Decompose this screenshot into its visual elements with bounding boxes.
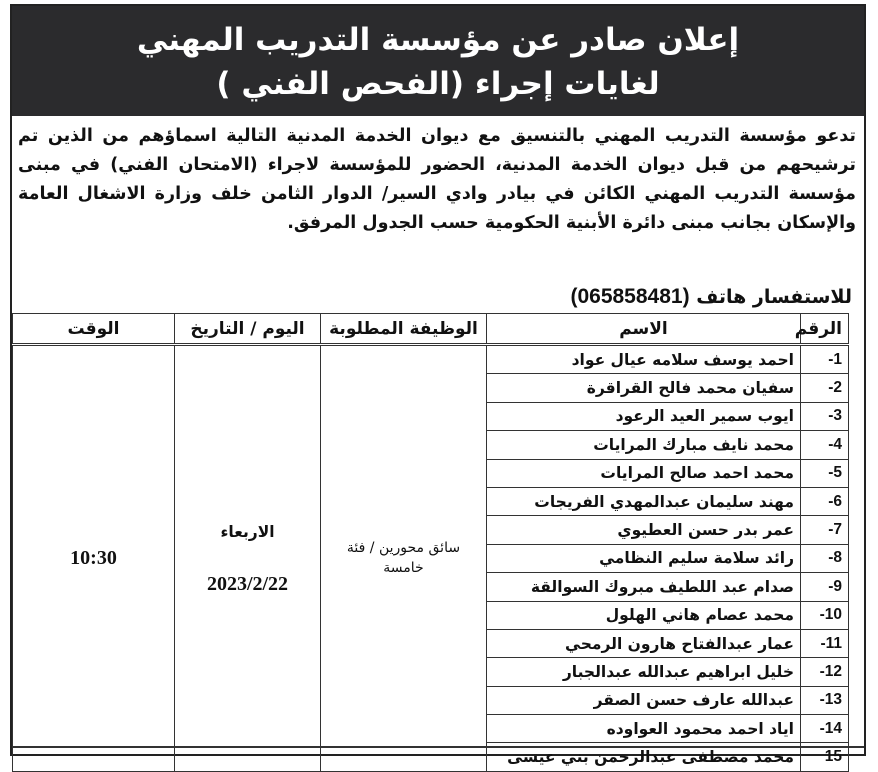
header-time: الوقت [13, 314, 175, 345]
candidate-name: ايوب سمير العيد الرعود [487, 402, 801, 430]
banner-title-line-2: لغايات إجراء (الفحص الفني ) [216, 66, 660, 102]
contact-label: للاستفسار هاتف [696, 286, 852, 308]
candidate-name: عمار عبدالفتاح هارون الرمحي [487, 629, 801, 657]
exam-day-date [175, 345, 321, 772]
candidate-name: عمر بدر حسن العطيوي [487, 516, 801, 544]
required-job: سائق محورين / فئة خامسة [321, 345, 487, 772]
candidate-name: محمد مصطفى عبدالرحمن بني عيسى [487, 743, 801, 771]
exam-date: 2023/2/22 [206, 573, 289, 596]
table-header-row [13, 314, 849, 345]
candidate-name: عبدالله عارف حسن الصقر [487, 686, 801, 714]
candidate-name: محمد احمد صالح المرايات [487, 459, 801, 487]
row-number: 10- [801, 601, 849, 629]
row-number: 4- [801, 431, 849, 459]
row-number: 11- [801, 629, 849, 657]
table-row [13, 345, 849, 374]
banner-title-line-1: إعلان صادر عن مؤسسة التدريب المهني [136, 22, 740, 58]
candidate-name: صدام عبد اللطيف مبروك السوالقة [487, 573, 801, 601]
row-number: 2- [801, 374, 849, 402]
contact-line [570, 285, 852, 309]
table-body [13, 345, 849, 772]
row-number: 3- [801, 402, 849, 430]
header-date: اليوم / التاريخ [175, 314, 321, 345]
candidates-table [12, 313, 849, 772]
header-number: الرقم [801, 314, 849, 345]
candidate-name: احمد يوسف سلامه عيال عواد [487, 345, 801, 374]
candidate-name: سفيان محمد فالح القراقرة [487, 374, 801, 402]
row-number: 14- [801, 715, 849, 743]
intro-paragraph [18, 122, 856, 238]
exam-time: 10:30 [13, 345, 175, 772]
candidate-name: مهند سليمان عبدالمهدي الفريجات [487, 487, 801, 515]
row-number: 6- [801, 487, 849, 515]
candidate-name: محمد عصام هاني الهلول [487, 601, 801, 629]
candidate-name: اياد احمد محمود العواوده [487, 715, 801, 743]
row-number: 12- [801, 658, 849, 686]
candidate-name: رائد سلامة سليم النظامي [487, 544, 801, 572]
announcement-banner [12, 6, 864, 116]
exam-day: الاربعاء [220, 523, 275, 542]
row-number: 9- [801, 573, 849, 601]
header-job: الوظيفة المطلوبة [321, 314, 487, 345]
row-number: 15 [801, 743, 849, 771]
row-number: 8- [801, 544, 849, 572]
row-number: 5- [801, 459, 849, 487]
row-number: 1- [801, 345, 849, 374]
header-name: الاسم [487, 314, 801, 345]
candidate-name: خليل ابراهيم عبدالله عبدالجبار [487, 658, 801, 686]
row-number: 7- [801, 516, 849, 544]
intro-text: تدعو مؤسسة التدريب المهني بالتنسيق مع ديوان الخدمة المدنية التالية اسماؤهم من الذين تم ترشيحهم من قبل ديوان الخدمة المدنية، الحضور للمؤسسة لاجراء (الامتحان الفني) في مبنى مؤسسة التدريب المهني الكائن في بيادر وادي السير/ الدوار الثامن خلف وزارة الاشغال العامة والإسكان بجانب مبنى دائرة الأبنية الحكومية حسب الجدول المرفق. [18, 126, 856, 233]
row-number: 13- [801, 686, 849, 714]
candidate-name: محمد نايف مبارك المرايات [487, 431, 801, 459]
contact-phone: (065858481) [570, 285, 690, 308]
